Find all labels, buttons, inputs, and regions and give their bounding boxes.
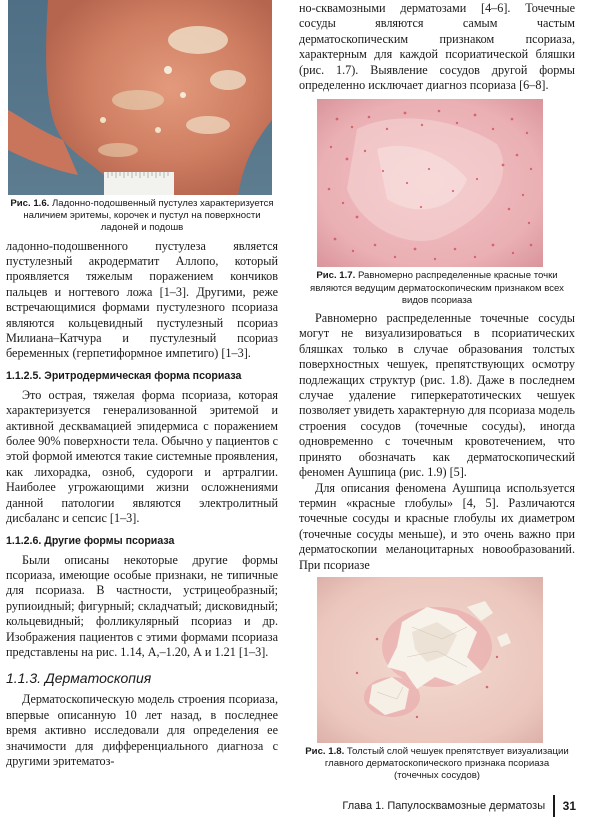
- caption-text: Равномерно распределенные красные точки являются ведущим дерматоскопическим признаком всех видов псориаза: [310, 270, 564, 306]
- figure-label: Рис. 1.6.: [10, 198, 50, 209]
- photo-dermoscopy-dotted-vessels: [317, 99, 543, 267]
- paragraph: ладонно-подошвенного пустулеза является пустулезный акродерматит Аллопо, который проявляется тяжелым поражением кончиков пальцев и ногтевого ложа [1–3]. Другими, реже встречающимися формами пустулезного псориаза являются кольцевидный пустулезный псориаз Милиана–Катчура и пустулезный псориаз беременных (герпетиформное импетиго) [1–3].: [6, 238, 278, 361]
- right-column: [299, 0, 575, 783]
- figure-1-7: [317, 99, 543, 267]
- page-number: 31: [562, 799, 576, 813]
- page-footer: [342, 795, 576, 817]
- paragraph: Это острая, тяжелая форма псориаза, которая характеризуется генерализованной эритемой и активной десквамацией эпидермиса с поражением более 90% поверхности тела. Обычно у пациентов с этой формой имеются такие системные проявления, как лихорадка, озноб, судороги и артралгии. Наиболее угрожающими жизни осложнениями данной патологии являются электролитный дисбаланс и сепсис [1–3].: [6, 387, 278, 526]
- paragraph: но-сквамозными дерматозами [4–6]. Точечные сосуды являются самым частым дерматоскопическим признаком псориаза, характерным для каждой псориатической бляшки (рис. 1.7). Выявление сосудов другой формы определенно исключает диагноз псориаза [6–8].: [299, 1, 575, 93]
- running-footer-chapter: Глава 1. Папулосквамозные дерматозы: [342, 800, 546, 812]
- subsection-heading: 1.1.2.5. Эритродермическая форма псориаза: [6, 369, 242, 382]
- figure-1-6: [8, 0, 272, 195]
- section-heading: 1.1.3. Дерматоскопия: [6, 670, 152, 687]
- figure-1-6-caption: [6, 198, 278, 235]
- paragraph: Для описания феномена Аушпица используется термин «красные глобулы» [4, 5]. Различаются точечные сосуды и красные глобулы их диаметром (точечные сосуды меньше), и это очень важно при дерматоскопии меланоцитарных новообразований. При псориазе: [299, 480, 575, 572]
- photo-palm-pustulosis: [8, 0, 272, 195]
- figure-1-7-caption: [299, 270, 575, 307]
- paragraph: Равномерно распределенные точечные сосуды могут не визуализироваться в псориатических бляшках только в случае образования толстых поверхностных чешуек, препятствующих осмотру подлежащих структур (рис. 1.8). Даже в последнем случае удаление гиперкератотических чешуек позволяет увидеть характерную для псориаза модель строения сосудов (точечные сосуды), иногда одновременно с точечным кровотечением, что принято обозначать как дерматоскопический феномен Аушпица (рис. 1.9) [5].: [299, 311, 575, 480]
- subsection-heading: 1.1.2.6. Другие формы псориаза: [6, 534, 175, 547]
- caption-text: Ладонно-подошвенный пустулез характеризуется наличием эритемы, корочек и пустул на поверхности ладоней и подошв: [23, 198, 274, 234]
- caption-text: Толстый слой чешуек препятствует визуализации главного дерматоскопического признака псориаза (точечных сосудов): [324, 745, 569, 782]
- figure-1-8: [317, 577, 543, 743]
- figure-label: Рис. 1.8.: [305, 745, 345, 757]
- left-column: [6, 0, 278, 769]
- figure-label: Рис. 1.7.: [316, 270, 356, 282]
- photo-dermoscopy-thick-scales: [317, 577, 543, 743]
- figure-1-8-caption: [299, 746, 575, 783]
- paragraph: Дерматоскопическую модель строения псориаза, впервые описанную 10 лет назад, в последнее время активно исследовали для определения ее значимости для дифференциального диагноза с другими эритематоз-: [6, 692, 278, 768]
- paragraph: Были описаны некоторые другие формы псориаза, имеющие особые признаки, не типичные для псориаза. В частности, устрицеобразный; рупиоидный; фигурный; складчатый; дисковидный; кольцевидный; фолликулярный псориаз и др. Изображения пациентов с этими формами псориаза представлены на рис. 1.14, А,–1.20, А и 1.21 [1–3].: [6, 552, 278, 659]
